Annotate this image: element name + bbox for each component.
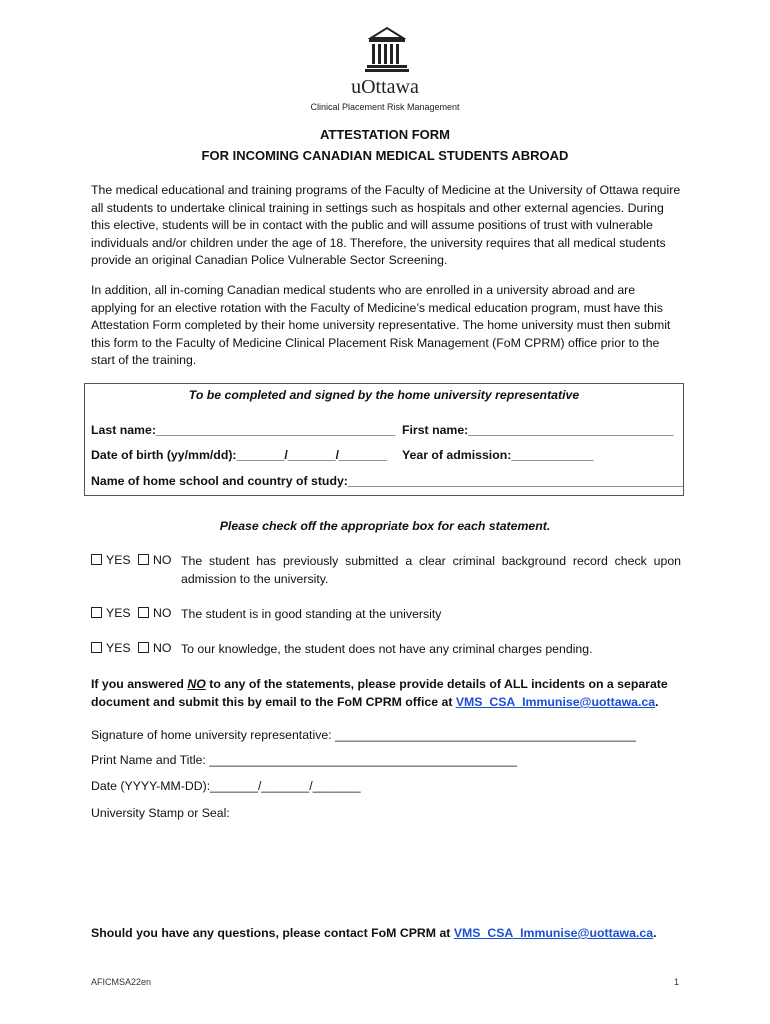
yes-label: YES [106, 606, 131, 620]
check-instruction: Please check off the appropriate box for each statement. [219, 519, 551, 533]
intro-paragraph: The medical educational and training programs of the Faculty of Medicine at the University of Ottawa require all students to undertake clinical training in settings such as hospitals and other external agencies. During this elective, students will be in contact with the public and will assume positions of trust with vulnerable individuals and/or children under the age of 18. Therefore, the university requires that all medical students provide an original Canadian Police Vulnerable Sector Screening. [91, 183, 681, 267]
first-name-field[interactable]: First name:______________________________ [402, 423, 674, 437]
date-of-birth-field[interactable]: Date of birth (yy/mm/dd):_______/_______/_______ [91, 448, 387, 462]
contact-text: Should you have any questions, please contact FoM CPRM at [91, 926, 454, 940]
email-link[interactable]: VMS_CSA_Immunise@uottawa.ca [455, 695, 656, 709]
page-number: 1 [674, 977, 680, 987]
signature-field[interactable]: Signature of home university representative: ____________________________________________ [91, 728, 636, 742]
no-label: NO [153, 553, 172, 567]
contact-end: . [653, 926, 657, 940]
yes-checkbox[interactable] [91, 554, 102, 565]
note-text-middle: to any of the statements, please provide details of ALL incidents on a separate document and submit this by email to the FoM CPRM office at [91, 677, 668, 709]
statement-2-text: The student is in good standing at the university [181, 607, 442, 621]
no-checkbox[interactable] [138, 554, 149, 565]
year-of-admission-field[interactable]: Year of admission:____________ [402, 448, 594, 462]
last-name-field[interactable]: Last name:___________________________________ [91, 423, 396, 437]
statement-2-options [91, 606, 171, 620]
form-code: AFICMSA22en [91, 977, 152, 987]
form-title: ATTESTATION FORM [320, 127, 450, 142]
brand-name: uOttawa [351, 76, 419, 98]
note-text-end: . [655, 695, 659, 709]
representative-box-heading: To be completed and signed by the home university representative [188, 388, 580, 402]
yes-label: YES [106, 553, 131, 567]
uottawa-logo-icon [361, 24, 413, 74]
yes-checkbox[interactable] [91, 607, 102, 618]
contact-line [91, 926, 656, 940]
no-answer-note [91, 675, 691, 711]
requirement-paragraph: In addition, all in-coming Canadian medical students who are enrolled in a university abroad and are applying for an elective rotation with the Faculty of Medicine’s medical education program, must have this Attestation Form completed by their home university representative. The home university must then submit this form to the Faculty of Medicine Clinical Placement Risk Management (FoM CPRM) office prior to the start of the training. [91, 283, 671, 367]
statement-1-text: The student has previously submitted a clear criminal background record check upon admission to the university. [181, 554, 681, 586]
note-text-start: If you answered [91, 677, 188, 691]
statement-3-options [91, 641, 171, 655]
form-subtitle: FOR INCOMING CANADIAN MEDICAL STUDENTS ABROAD [201, 148, 569, 163]
no-emphasis: NO [187, 677, 206, 691]
print-name-field[interactable]: Print Name and Title: _____________________________________________ [91, 753, 517, 767]
no-checkbox[interactable] [138, 607, 149, 618]
signature-date-field[interactable]: Date (YYYY-MM-DD):_______/_______/_______ [91, 779, 361, 793]
home-school-field[interactable]: Name of home school and country of study:_________________________________________________ [91, 474, 683, 488]
no-checkbox[interactable] [138, 642, 149, 653]
stamp-label: University Stamp or Seal: [91, 806, 230, 820]
department-name: Clinical Placement Risk Management [310, 102, 460, 112]
statement-1-options [91, 553, 171, 567]
contact-email-link[interactable]: VMS_CSA_Immunise@uottawa.ca [453, 926, 654, 940]
no-label: NO [153, 641, 172, 655]
yes-checkbox[interactable] [91, 642, 102, 653]
no-label: NO [153, 606, 172, 620]
statement-3-text: To our knowledge, the student does not have any criminal charges pending. [181, 642, 593, 656]
yes-label: YES [106, 641, 131, 655]
